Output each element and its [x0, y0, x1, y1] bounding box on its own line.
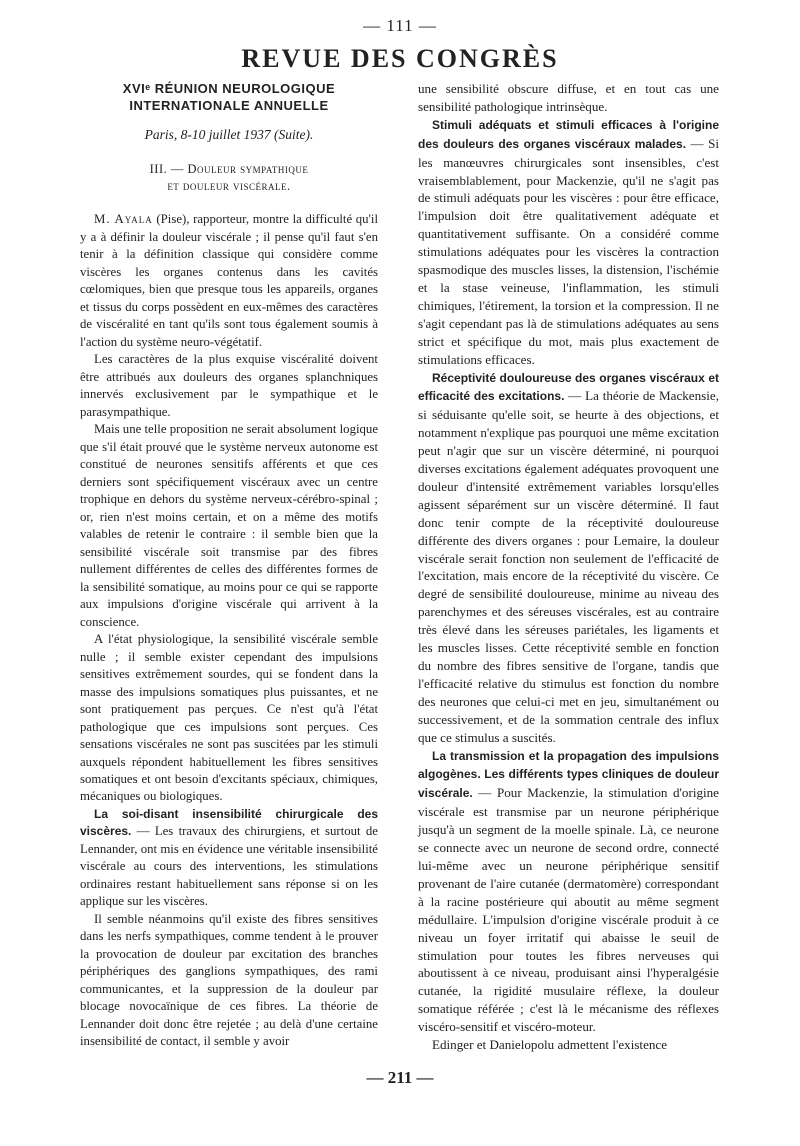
subheading: La soi-disant insensibilité chirurgicale des viscères. — [80, 806, 378, 839]
page-roman-numeral: — 111 — — [363, 16, 437, 35]
meeting-title-line2: INTERNATIONALE ANNUELLE — [129, 98, 329, 113]
paragraph: Edinger et Danielopolu admettent l'existence — [432, 1037, 668, 1053]
paragraph: La transmission et la propagation des impulsions algogènes. Les différents types cliniques de douleur viscérale. — Pour Mackenzie, la stimulation d'origine viscérale est transmise par un neurone périphérique jusqu'à un segment de la moelle spinale. Là, ce neurone se connecte avec un neurone de second ordre, connecté lui-même avec un neurone périphérique sensitif provenant de l'aire cutanée (dermatomère) correspondant à la racine postérieure qui aboutit au même segment médullaire. L'impulsion d'origine viscérale produit à ce niveau un foyer irritatif qui abaisse le seuil de stimulation pour toutes les fibres nerveuses qui aboutissent à ce niveau, produisant ainsi l'hyperalgésie cutanée, la rigidité musulaire réflexe, la douleur somatique référée ; c'est là le mécanisme des réflexes viscéro-sensitif et viscéro-moteur. — [418, 748, 719, 1035]
paragraph: Il semble néanmoins qu'il existe des fibres sensitives dans les nerfs sympathiques, comme tendent à le prouver la provocation de douleur par excitation des branches périphériques des ganglions sympathiques, des rami communicantes, et la suppression de la douleur par blocage novocaïnique de ces fibres. La théorie de Lennander doit donc être rejetée ; au delà d'une certaine insensibilité de contact, il semble y avoir — [80, 911, 378, 1049]
left-column — [80, 80, 378, 1051]
meeting-place-date: Paris, 8-10 juillet 1937 (Suite). — [144, 127, 314, 142]
right-column — [418, 80, 719, 1054]
section-number: III. — — [149, 162, 184, 177]
section-title-line2: et douleur viscérale. — [167, 179, 291, 194]
meeting-title-line1: XVIᵉ RÉUNION NEUROLOGIQUE — [122, 81, 336, 96]
meeting-title — [80, 80, 378, 114]
paragraph: Réceptivité douloureuse des organes viscéraux et efficacité des excitations. — La théorie de Mackensie, si séduisante qu'elle soit, se heurte à des objections, et notamment n'explique pas pourquoi une même excitation peut n'agir que sur un viscère déterminé, ni pourquoi diverses excitations également adéquates provoquent une douleur d'intensité extrêmement variables lorsqu'elles agissent séparément sur un viscère déterminé. Il faut donc tenir compte de la réceptivité douloureuse différente des divers organes : pour Lemaire, la douleur viscérale serait fonction non seulement de l'efficacité de l'excitation, mais encore de la réceptivité du viscère. Ce degré de sensibilité douloureuse, minime au niveau des parenchymes et des séreuses viscérales, est au contraire très élevé dans les séreuses pariétales, les ligaments et les muscles lisses. Cette réceptivité semble en fonction du nombre des fibres sensitive de l'organe, tandis que l'efficacité relative du stimulus est fonction du nombre des neurones que celui-ci met en jeu, simultanément ou successivement, et de la sommation centrale des influx que ce stimulus a suscités. — [418, 370, 719, 745]
paragraph: M. Ayala (Pise), rapporteur, montre la difficulté qu'il y a à définir la douleur viscérale ; il pense qu'il faut s'en tenir à la définition classique qui considère comme viscères les organes contenus dans les cavités cœlomiques, bien que presque tous les appareils, organes et tissus du corps possèdent en eux-mêmes des caractères de viscéralité en tant qu'ils sont tous également soumis à l'action du système neuro-végétatif. — [80, 212, 378, 349]
paragraph: Mais une telle proposition ne serait absolument logique que s'il était prouvé que le système nerveux autonome est constitué de neurones sensitifs afférents et que ces derniers sont spécifiquement viscéraux avec un centre trophique en dehors du système nerveux-cérébro-spinal ; or, rien n'est moins certain, et on a même des motifs valables de retenir le contraire : il semble bien que la sensibilité viscérale soit transmise par des fibres nullement différentes de celles des différentes formes de la sensibilité somatique, au moins pour ce qui se rapporte aux impulsions d'origine viscérale qui arrivent à la conscience. — [80, 422, 378, 629]
journal-section-title: REVUE DES CONGRÈS — [241, 44, 559, 73]
paragraph: La soi-disant insensibilité chirurgicale des viscères. — Les travaux des chirurgiens, et surtout de Lennander, ont mis en évidence une véritable insensibilité viscérale au cours des interventions, les stimulations ordinaires restant habituellement sans réponse si on les applique sur les viscères. — [80, 806, 378, 909]
subheading: La transmission et la propagation des impulsions algogènes. Les différents types cliniques de douleur viscérale. — [418, 748, 719, 801]
page-number: — 211 — — [366, 1068, 434, 1087]
section-title-line1: Douleur sympathique — [187, 162, 309, 177]
author-name: M. Ayala — [94, 212, 153, 227]
paragraph: Les caractères de la plus exquise viscéralité doivent être attribués aux douleurs des organes splanchniques innervés exclusivement par le sympathique et le parasympathique. — [80, 352, 378, 419]
paragraph: une sensibilité obscure diffuse, et en tout cas une sensibilité pathologique intrinsèque. — [418, 81, 719, 114]
subheading: Réceptivité douloureuse des organes viscéraux et efficacité des excitations. — [418, 370, 719, 404]
paragraph: A l'état physiologique, la sensibilité viscérale semble nulle ; il semble exister cependant des impulsions sensitives extrêmement sourdes, qui se fondent dans la masse des impulsions somatiques plus puissantes, et ne sont pratiquement pas perçues. Ce n'est qu'à l'état pathologique que ces impulsions sont perçues. Ces sensations viscérales ne sont pas suscitées par les stimuli auxquels répondent habituellement les fibres sensitives somatiques et ont besoin d'excitants spéciaux, chimiques, mécaniques ou biologiques. — [80, 632, 378, 804]
subheading: Stimuli adéquats et stimuli efficaces à l'origine des douleurs des organes viscéraux malades. — [418, 117, 719, 151]
section-title — [80, 161, 378, 195]
paragraph: Stimuli adéquats et stimuli efficaces à l'origine des douleurs des organes viscéraux malades. — Si les manœuvres chirurgicales sont insensibles, c'est vraisemblablement, pour Mackenzie, qu'il ne s'agit pas de stimuli adéquats pour les viscères : pour être efficace, l'impulsion doit être qualitativement adéquate et quantitativement suffisante. On a considéré comme stimulations adéquates pour les viscères la contraction spasmodique des muscles lisses, la distension, l'ischémie et la stase veineuse, l'inflammation, les stimuli chimiques, l'étirement, la torsion et la compression. Il ne s'agit cependant pas là de stimulations adéquates au sens strict et spécifique du mot, mais plus exactement de stimulations efficaces. — [418, 117, 719, 367]
